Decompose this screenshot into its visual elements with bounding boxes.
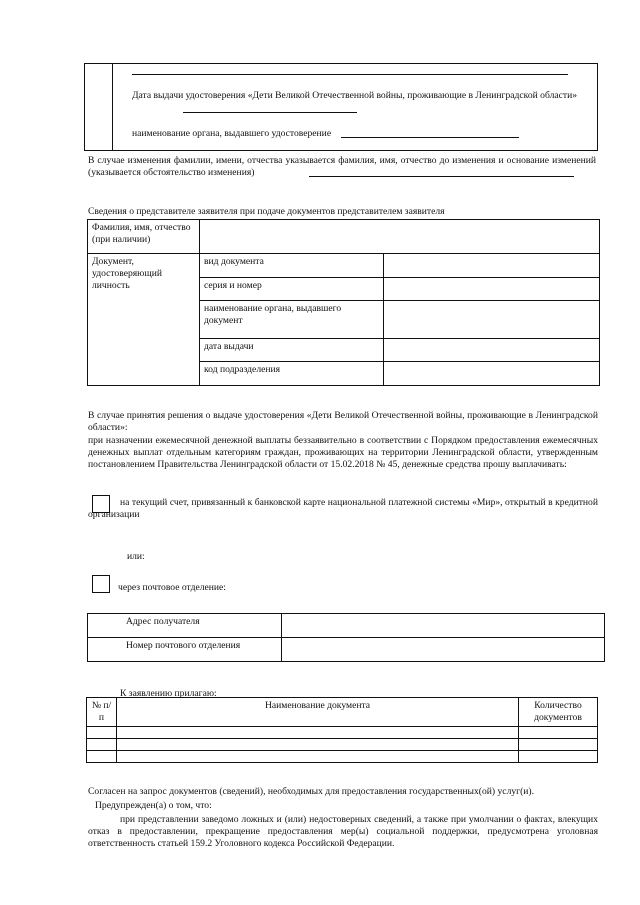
doc-series-label: серия и номер — [200, 278, 384, 301]
warning-text: при представлении заведомо ложных и (или) недостоверных сведений, а также при умолчании о фактах, влекущих отказ в предоставлении, прекращение предоставления мер(ы) социальной поддержки, предусмотрена уголовная ответственность статьей 159.2 Уголовного кодекса Российской Федерации. — [88, 814, 598, 849]
doc-label: Документ, удостоверяющий личность — [88, 254, 200, 386]
post-table — [87, 613, 605, 662]
table-row[interactable] — [87, 726, 598, 738]
doc-issuer-input[interactable] — [384, 301, 600, 339]
warned-label: Предупрежден(а) о том, что: — [95, 800, 212, 811]
doc-series-input[interactable] — [384, 278, 600, 301]
option-post-label: через почтовое отделение: — [118, 582, 226, 593]
name-change-text: В случае изменения фамилии, имени, отчества указывается фамилия, имя, отчество до изменения и основание изменений (указывается обстоятельство изменения) — [88, 155, 596, 178]
doc-date-label: дата выдачи — [200, 339, 384, 362]
doc-code-label: код подразделения — [200, 362, 384, 386]
option-post-checkbox[interactable] — [92, 575, 110, 593]
col-name-header: Наименование документа — [117, 698, 519, 727]
doc-type-label: вид документа — [200, 254, 384, 278]
top-block-divider — [112, 63, 113, 151]
issue-date-label: Дата выдачи удостоверения «Дети Великой Отечественной войны, проживающие в Ленинградской области» — [132, 90, 578, 101]
option-card-label: на текущий счет, привязанный к банковской карте национальной платежной системы «Мир», открытый в кредитной организации — [88, 497, 598, 520]
address-input[interactable] — [282, 614, 605, 638]
payment-intro: В случае принятия решения о выдаче удостоверения «Дети Великой Отечественной войны, проживающие в Ленинградской области»: — [88, 410, 598, 433]
issue-date-field[interactable] — [183, 112, 357, 113]
doc-code-input[interactable] — [384, 362, 600, 386]
doc-date-input[interactable] — [384, 339, 600, 362]
issuer-label: наименование органа, выдавшего удостоверение — [132, 128, 332, 139]
col-qty-header: Количество документов — [519, 698, 598, 727]
post-office-label: Номер почтового отделения — [88, 638, 282, 662]
or-label: или: — [127, 551, 145, 562]
name-change-field[interactable] — [309, 176, 574, 177]
table-row[interactable] — [87, 738, 598, 750]
doc-issuer-label: наименование органа, выдавшего документ — [200, 301, 384, 339]
col-num-header: № п/п — [87, 698, 117, 727]
representative-table — [87, 219, 600, 386]
issuer-field[interactable] — [341, 137, 519, 138]
consent-text: Согласен на запрос документов (сведений), необходимых для предоставления государственных(ой) услуг(и). — [88, 786, 535, 797]
fio-label: Фамилия, имя, отчество (при наличии) — [88, 220, 200, 254]
representative-heading: Сведения о представителе заявителя при подаче документов представителем заявителя — [88, 206, 445, 217]
doc-type-input[interactable] — [384, 254, 600, 278]
top-blank-line[interactable] — [132, 74, 568, 75]
attachments-heading: К заявлению прилагаю: — [120, 688, 217, 699]
table-row[interactable] — [87, 750, 598, 762]
payment-details: при назначении ежемесячной денежной выплаты беззаявительно в соответствии с Порядком предоставления ежемесячных денежных выплат отдельным категориям граждан, проживающих на территории Ленинградской области, утвержденным постановлением Правительства Ленинградской области от 15.02.2018 № 45, денежные средства прошу выплачивать: — [88, 435, 598, 470]
attachments-table — [86, 697, 598, 763]
address-label: Адрес получателя — [88, 614, 282, 638]
fio-input[interactable] — [200, 220, 600, 254]
post-office-input[interactable] — [282, 638, 605, 662]
